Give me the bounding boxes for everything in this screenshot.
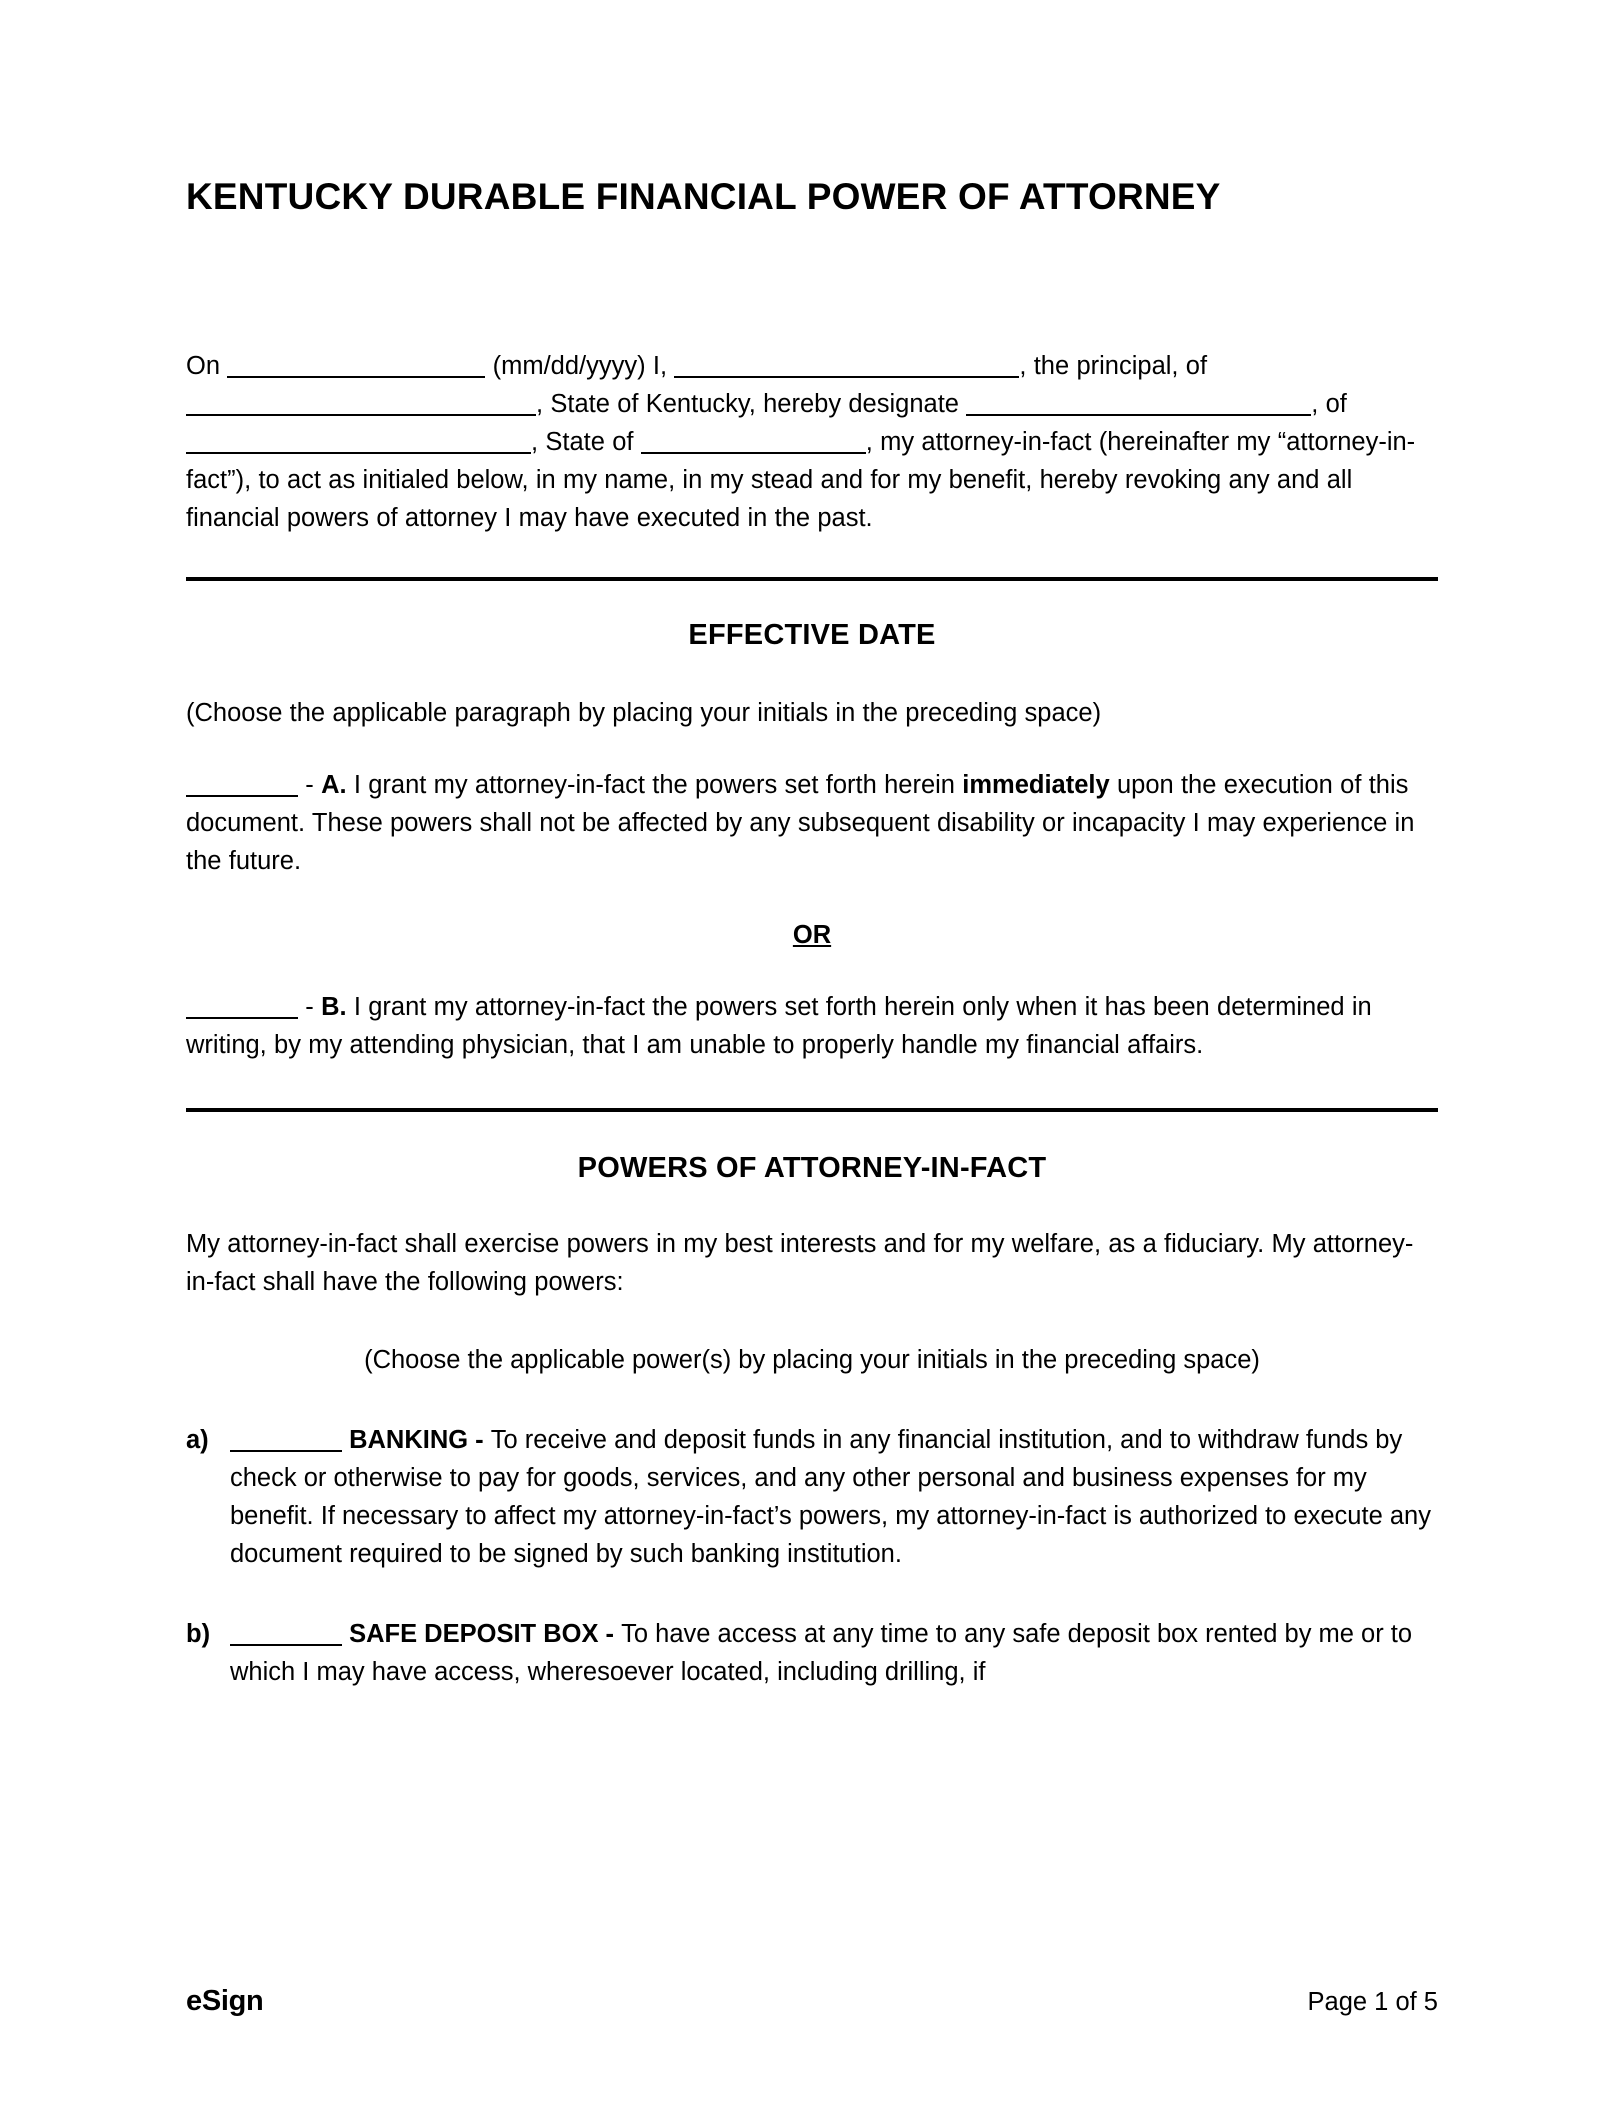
intro-paragraph: [186, 219, 1438, 537]
option-b-dash: -: [298, 993, 322, 1022]
option-a-emphasis: immediately: [962, 771, 1110, 800]
effective-date-option-a: [186, 732, 1438, 880]
intro-text-state-of: , State of: [531, 428, 641, 457]
principal-address-blank-field[interactable]: [186, 389, 536, 416]
principal-name-blank-field[interactable]: [674, 351, 1019, 378]
power-item-letter: a): [186, 1426, 209, 1455]
attorney-state-blank-field[interactable]: [641, 427, 866, 454]
option-a-dash: -: [298, 771, 322, 800]
option-b-text: I grant my attorney-in-fact the powers set forth herein only when it has been determined in writing, by my attending physician, that I am unable to properly handle my financial affairs.: [186, 993, 1372, 1060]
power-item-letter: b): [186, 1620, 211, 1649]
option-a-initials-blank-field[interactable]: [186, 770, 298, 797]
page-footer: [186, 1985, 1438, 2018]
intro-text-mmddyyyy: (mm/dd/yyyy) I,: [485, 352, 675, 381]
attorney-name-blank-field[interactable]: [966, 389, 1311, 416]
power-item-banking: [186, 1379, 1438, 1573]
powers-instruction: (Choose the applicable power(s) by placing your initials in the preceding space): [364, 1346, 1260, 1375]
option-a-label: A.: [321, 771, 347, 800]
power-item-separator: -: [598, 1620, 622, 1649]
intro-text-principal: , the principal, of: [1019, 352, 1208, 381]
option-a-text-before: I grant my attorney-in-fact the powers set forth herein: [346, 771, 963, 800]
page-number-label: Page 1 of 5: [1307, 1988, 1438, 2016]
power-item-text: To receive and deposit funds in any financial institution, and to withdraw funds by check or otherwise to pay for goods, services, and any other personal and business expenses for my benefit. If necessary to affect my attorney-in-fact’s powers, my attorney-in-fact is authorized to execute any document required to be signed by such banking institution.: [230, 1426, 1431, 1569]
power-item-text: To have access at any time to any safe deposit box rented by me or to which I may have access, wheresoever located, including drilling, if: [230, 1620, 1413, 1687]
option-a-text-after: upon the execution of this document. These powers shall not be affected by any subsequent disability or incapacity I may experience in the future.: [186, 771, 1415, 876]
intro-text-of: , of: [1311, 390, 1347, 419]
power-item-title: BANKING: [349, 1426, 469, 1455]
intro-text-on: On: [186, 352, 228, 381]
intro-text-tail: , my attorney-in-fact (hereinafter my “attorney-in-fact”), to act as initialed below, in my name, in my stead and for my benefit, hereby revoking any and all financial powers of attorney I may have executed in the past.: [186, 428, 1416, 533]
brand-logo-esign: eSign: [186, 1985, 264, 2017]
intro-text-state-kentucky: , State of Kentucky, hereby designate: [536, 390, 967, 419]
option-b-initials-blank-field[interactable]: [186, 992, 298, 1019]
power-item-title: SAFE DEPOSIT BOX: [349, 1620, 599, 1649]
powers-lead-paragraph: My attorney-in-fact shall exercise powers in my best interests and for my welfare, as a fiduciary. My attorney-in-fact shall have the following powers:: [186, 1230, 1414, 1297]
power-item-separator: -: [468, 1426, 491, 1455]
power-a-initials-blank-field[interactable]: [230, 1425, 342, 1452]
effective-date-option-b: [186, 954, 1438, 1064]
effective-date-or-separator: OR: [792, 921, 832, 950]
power-item-body: [230, 1421, 1438, 1573]
power-b-initials-blank-field[interactable]: [230, 1619, 342, 1646]
power-item-body: [230, 1615, 1438, 1691]
document-content: [186, 0, 1438, 1691]
section-heading-powers: POWERS OF ATTORNEY-IN-FACT: [577, 1152, 1047, 1185]
section-heading-effective-date: EFFECTIVE DATE: [688, 619, 936, 652]
effective-date-instruction: (Choose the applicable paragraph by placing your initials in the preceding space): [186, 699, 1102, 728]
attorney-address-blank-field[interactable]: [186, 427, 531, 454]
page-title: KENTUCKY DURABLE FINANCIAL POWER OF ATTORNEY: [186, 176, 1221, 217]
option-b-label: B.: [321, 993, 347, 1022]
power-item-safe-deposit-box: [186, 1573, 1438, 1691]
date-blank-field[interactable]: [227, 351, 485, 378]
